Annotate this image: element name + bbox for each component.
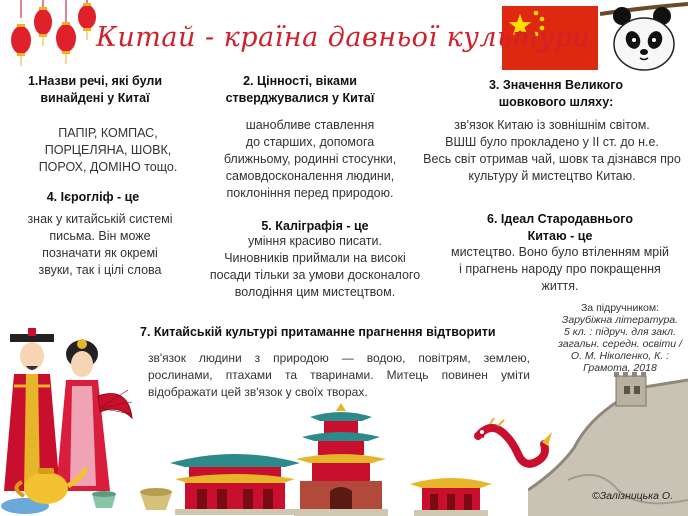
copyright-text: ©Залізницька О.	[592, 490, 673, 502]
citation-line: загальн. середн. освіти /	[558, 338, 682, 350]
body-line: поклоніння перед природою.	[226, 186, 394, 200]
section-5-body	[200, 233, 430, 301]
body-line: ПОРОХ, ДОМІНО тощо.	[38, 160, 178, 174]
body-line: Чиновників приймали на високі	[224, 251, 406, 265]
textbook-citation	[552, 302, 688, 374]
heading-line: 3. Значення Великого	[488, 78, 623, 92]
section-4-heading: 4. Ієрогліф - це	[46, 190, 140, 204]
teapot-icon	[0, 452, 180, 516]
body-line: шанобливе ставлення	[245, 118, 375, 132]
body-line: письма. Він може	[49, 229, 151, 243]
body-line: ВШШ було прокладено у ІІ ст. до н.е.	[445, 135, 659, 149]
body-line: знак у китайській системі	[27, 212, 173, 226]
section-6-body	[440, 244, 680, 295]
body-line: позначати як окремі	[42, 246, 158, 260]
body-line: ПАПІР, КОМПАС,	[58, 126, 158, 140]
section-7-body: зв'язок людини з природою — водою, повітрям, землею, рослинами, птахами та тваринами. Митець повинен уміти відображати цей зв'язок у своїх творах.	[148, 351, 530, 399]
section-1-body	[18, 125, 198, 176]
heading-line: 1.Назви речі, які були	[27, 74, 163, 88]
body-line: ближньому, родинні стосунки,	[223, 152, 397, 166]
panda-icon	[600, 0, 688, 74]
body-line: мистецтво. Воно було втіленням мрій	[450, 245, 670, 259]
heading-line: винайдені у Китаї	[40, 91, 150, 105]
heading-line: 6. Ідеал Стародавнього	[487, 212, 633, 226]
temple-icon	[165, 445, 305, 515]
body-line: володіння цим мистецтвом.	[234, 285, 396, 299]
heading-line: 2. Цінності, віками	[243, 74, 357, 88]
heading-line: шовкового шляху:	[498, 95, 614, 109]
body-line: життя.	[541, 279, 579, 293]
section-6-heading	[460, 211, 660, 245]
citation-line: Зарубіжна література.	[561, 314, 679, 326]
section-3-body	[418, 117, 686, 185]
section-2-body	[210, 117, 410, 202]
body-line: Весь світ отримав чай, шовк та дізнався про	[423, 152, 681, 166]
red-lantern-icon	[0, 0, 100, 70]
citation-line: Грамота, 2018	[583, 362, 657, 374]
section-4-body	[10, 211, 190, 279]
citation-line: 5 кл. : підруч. для закл.	[564, 326, 676, 338]
section-7-heading: 7. Китайській культурі притаманне прагнення відтворити	[140, 325, 496, 339]
citation-line: О. М. Ніколенко, К. :	[570, 350, 670, 362]
section-5-heading: 5. Каліграфія - це	[261, 219, 369, 233]
section-2-heading	[200, 73, 400, 107]
section-3-heading	[456, 77, 656, 111]
section-1-heading	[10, 73, 180, 107]
heading-line: стверджувалися у Китаї	[225, 91, 375, 105]
body-line: самовдосконалення людини,	[225, 169, 395, 183]
body-line: уміння красиво писати.	[248, 234, 382, 248]
body-line: культуру й мистецтво Китаю.	[468, 169, 636, 183]
body-line: зв'язок Китаю із зовнішнім світом.	[454, 118, 650, 132]
body-line: до старших, допомога	[245, 135, 375, 149]
citation-label: За підручником:	[580, 302, 660, 314]
page-title: Китай - країна давньої культури	[96, 22, 591, 53]
pagoda-icon	[290, 403, 392, 516]
heading-line: Китаю - це	[527, 229, 593, 243]
body-line: і прагнень народу про покращення	[459, 262, 661, 276]
body-line: ПОРЦЕЛЯНА, ШОВК,	[44, 143, 172, 157]
body-line: звуки, так і цілі слова	[38, 263, 162, 277]
body-line: посади тільки за умови досконалого	[209, 268, 421, 282]
